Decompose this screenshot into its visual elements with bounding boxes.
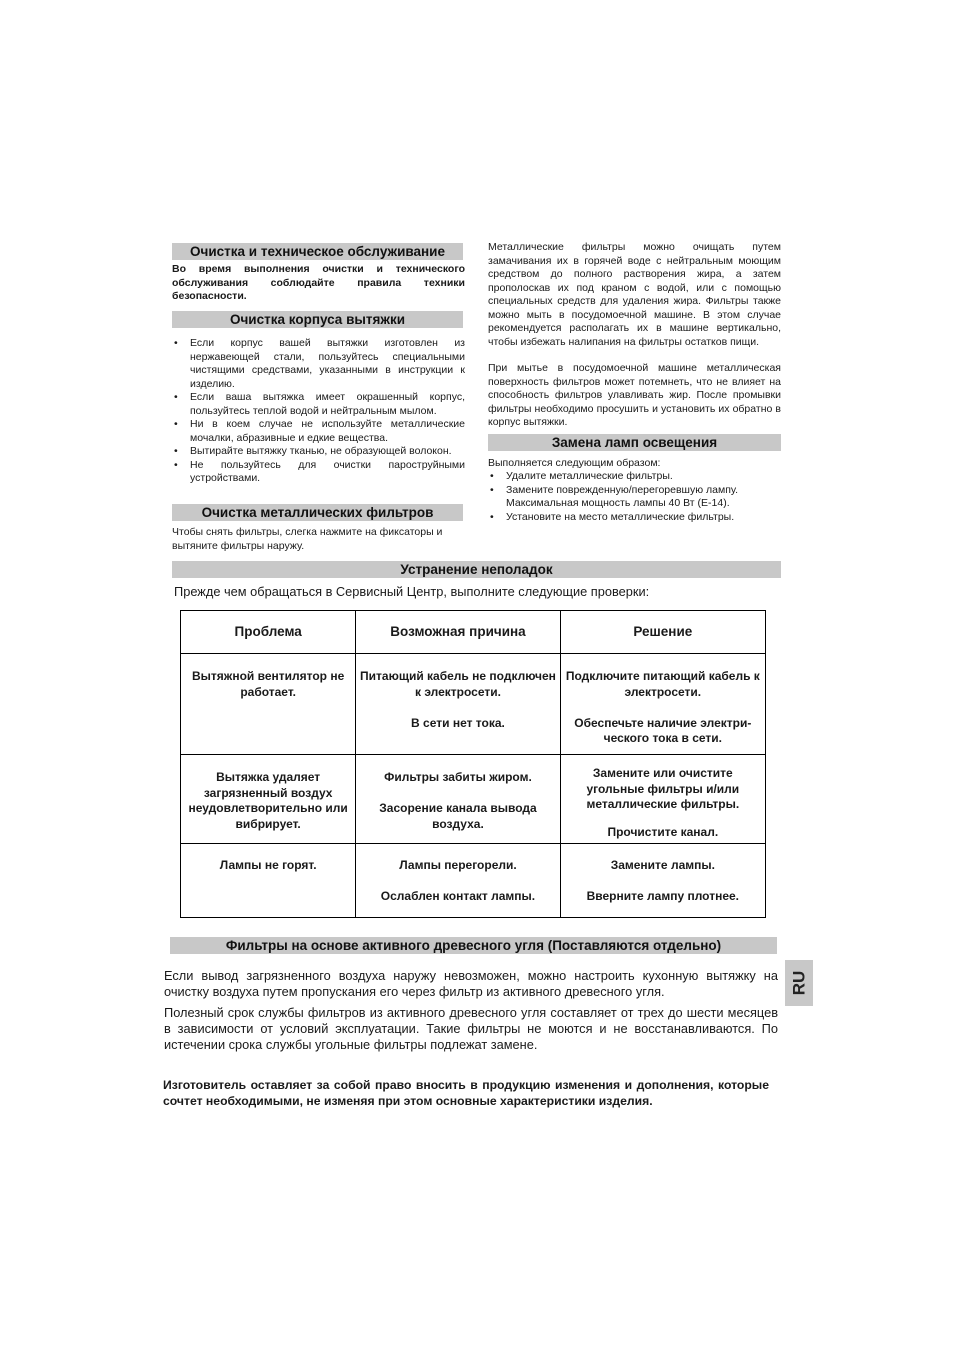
lamps-header: Замена ламп освещения — [488, 434, 781, 451]
table-row — [181, 844, 766, 918]
table-header-row — [181, 611, 766, 654]
cause-text: Фильтры забиты жиром. — [384, 770, 532, 784]
list-item: • Вытирайте вытяжку тканью, не образующей волокон. — [172, 445, 465, 459]
column-header-problem: Проблема — [181, 611, 356, 654]
problem-text: Лампы не горят. — [219, 858, 317, 872]
cause-text: Лампы перегорели. — [399, 858, 517, 872]
list-item-text: Замените поврежденную/перегоревшую лампу. — [506, 483, 738, 496]
column-header-cause: Возможная причина — [356, 611, 560, 654]
table-row — [181, 755, 766, 844]
cause-cell — [356, 844, 560, 918]
language-tab-label: RU — [789, 970, 808, 996]
metal-filters-text: Чтобы снять фильтры, слегка нажмите на фиксаторы и вытяните фильтры наружу. — [172, 526, 443, 552]
problem-text: Вытяжной вентилятор не работает. — [192, 669, 345, 699]
troubleshooting-intro: Прежде чем обращаться в Сервисный Центр, выполните следующие проверки: — [174, 584, 650, 599]
cause-text: Ослаблен контакт лампы. — [380, 889, 536, 903]
list-item: • Ни в коем случае не используйте металлические мочалки, абразивные и едкие вещества. — [172, 418, 465, 445]
cause-text: Засорение канала вывода воздуха. — [379, 801, 537, 831]
problem-cell — [181, 755, 356, 844]
table-row — [181, 654, 766, 755]
solution-cell — [560, 755, 765, 844]
lamp-power-note: Максимальная мощность лампы 40 Вт (E-14). — [506, 497, 730, 509]
list-item: • Удалите металлические фильтры. — [488, 470, 781, 484]
solution-cell — [560, 654, 765, 755]
carbon-filters-header: Фильтры на основе активного древесного угля (Поставляются отдельно) — [170, 937, 777, 954]
solution-text: Обеспечьте наличие электри-ческого тока в сети. — [574, 715, 752, 745]
troubleshooting-table — [180, 610, 766, 918]
carbon-paragraph-2: Полезный срок службы фильтров из активного древесного угля составляет от трех до шести месяцев в зависимости от условий эксплуатации. Такие фильтры не моются и не восстанавливаются. По истечении срока службы угольные фильтры подлежат замене. — [164, 1005, 778, 1052]
list-item — [488, 484, 781, 511]
filters-paragraph-1: Металлические фильтры можно очищать путем замачивания их в горячей воде с нейтральным моющим средством до полного растворения жира, а затем прополоскав их под краном с водой, или с помощью специальных средств для удаления жира. Фильтры также можно мыть в посудомоечной машине. В этом случае рекомендуется располагать их в машине вертикально, чтобы избежать налипания на фильтры остатков пищи. — [488, 241, 781, 348]
cause-cell — [356, 755, 560, 844]
troubleshooting-header: Устранение неполадок — [172, 561, 781, 578]
problem-text: Вытяжка удаляет загрязненный воздух неудовлетворительно или вибрирует. — [188, 770, 348, 831]
manufacturer-disclaimer: Изготовитель оставляет за собой право вносить в продукцию изменения и дополнения, которые сочтет необходимыми, не изменяя при этом основные характеристики изделия. — [163, 1078, 769, 1108]
solution-text: Замените лампы. — [610, 858, 715, 872]
list-item: • Если корпус вашей вытяжки изготовлен из нержавеющей стали, пользуйтесь специальными чистящими средствами, указанными в инструкции к изделию. — [172, 337, 465, 391]
solution-cell — [560, 844, 765, 918]
language-tab — [785, 960, 813, 1006]
cause-text: В сети нет тока. — [411, 715, 505, 730]
metal-filters-header: Очистка металлических фильтров — [172, 504, 463, 521]
list-item: • Установите на место металлические фильтры. — [488, 511, 781, 525]
problem-cell — [181, 844, 356, 918]
problem-cell — [181, 654, 356, 755]
solution-text: Замените или очистите угольные фильтры и/или металлические фильтры. — [586, 766, 740, 811]
lamps-intro: Выполняется следующим образом: — [488, 457, 661, 469]
solution-text: Подключите питающий кабель к электросети. — [565, 669, 760, 699]
cleaning-header: Очистка и техническое обслуживание — [172, 243, 463, 260]
cause-cell — [356, 654, 560, 755]
cleaning-intro: Во время выполнения очистки и технического обслуживания соблюдайте правила техники безопасности. — [172, 263, 465, 302]
solution-text: Вверните лампу плотнее. — [586, 889, 740, 903]
list-item: • Если ваша вытяжка имеет окрашенный корпус, пользуйтесь теплой водой и нейтральным мылом. — [172, 391, 465, 418]
filters-paragraph-2: При мытье в посудомоечной машине металлическая поверхность фильтров может потемнеть, что не влияет на способность фильтров улавливать жир. После промывки фильтры необходимо просушить и установить их обратно в корпус вытяжки. — [488, 362, 781, 428]
cause-text: Питающий кабель не подключен к электросети. — [360, 669, 556, 699]
solution-text: Прочистите канал. — [607, 824, 719, 839]
list-item: • Не пользуйтесь для очистки пароструйными устройствами. — [172, 459, 465, 486]
body-cleaning-list — [172, 337, 465, 486]
carbon-paragraph-1: Если вывод загрязненного воздуха наружу невозможен, можно настроить кухонную вытяжку на очистку воздуха путем пропускания его через фильтр из активного древесного угля. — [164, 968, 778, 999]
lamps-list — [488, 470, 781, 524]
column-header-solution: Решение — [560, 611, 765, 654]
body-cleaning-header: Очистка корпуса вытяжки — [172, 311, 463, 328]
